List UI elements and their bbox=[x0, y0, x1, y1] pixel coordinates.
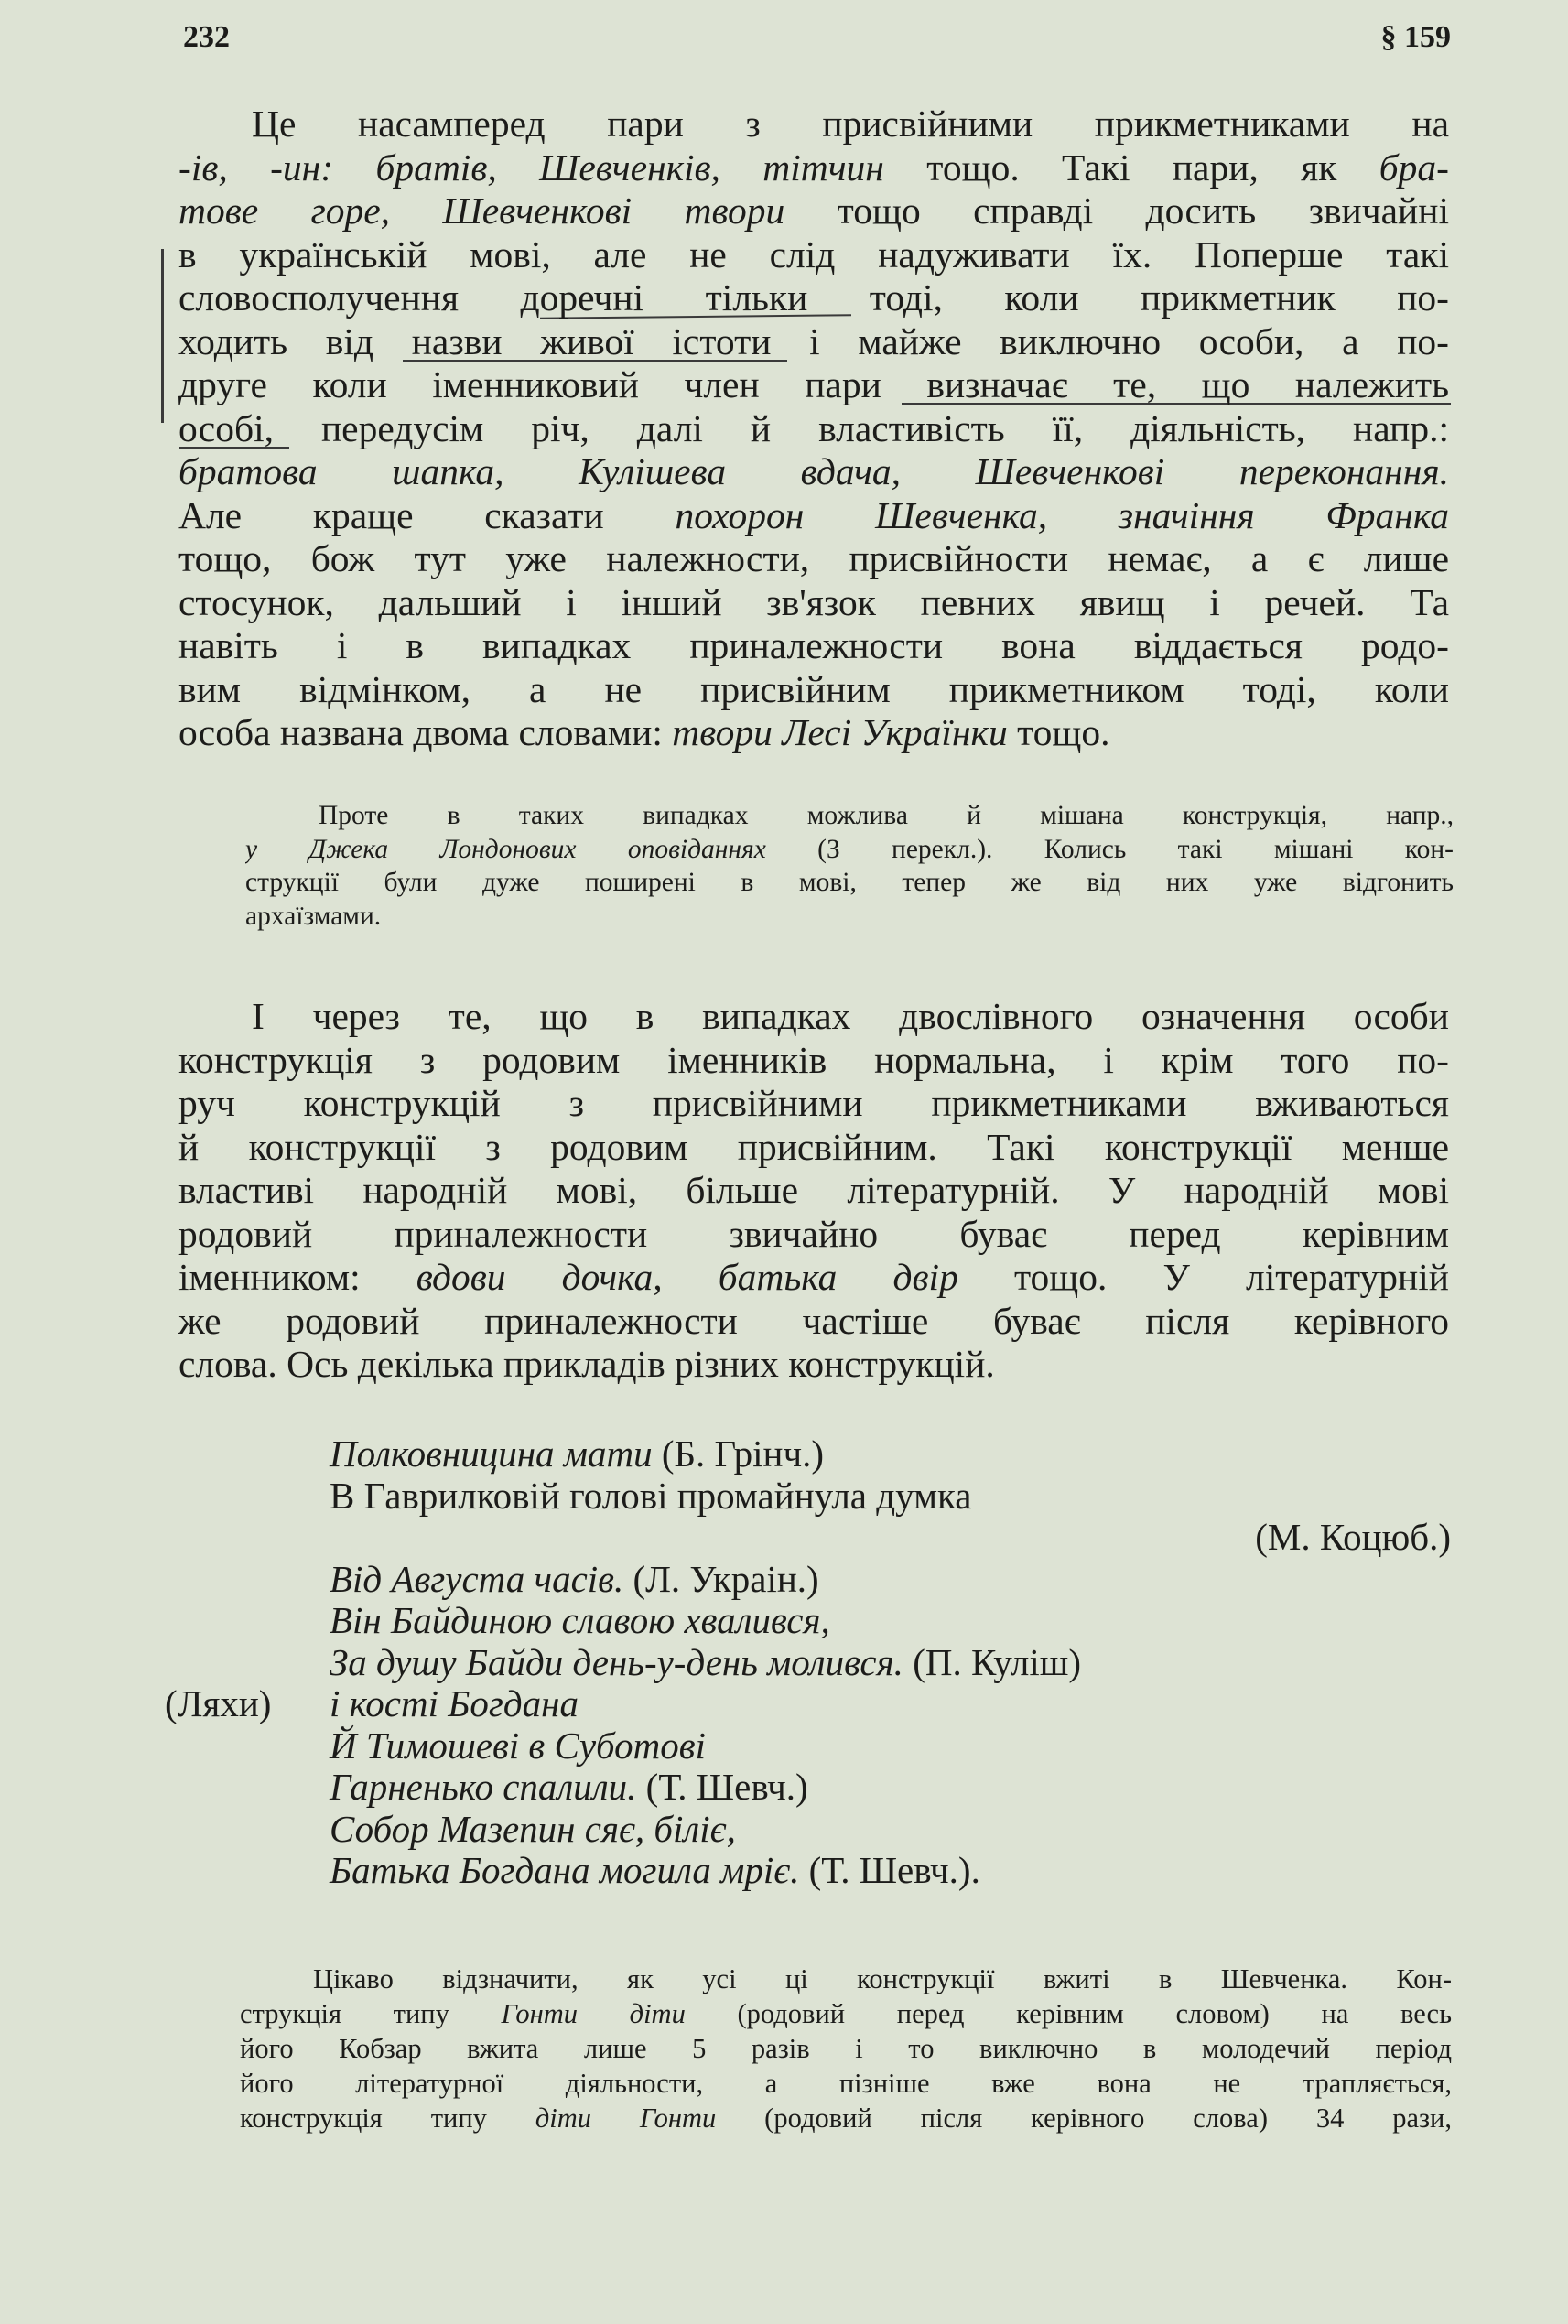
text-span: струкції були дуже поширені в мові, тепер же від них уже відгонить bbox=[245, 868, 1454, 897]
paragraph-2 bbox=[178, 995, 1449, 1387]
quote-line bbox=[165, 1809, 1451, 1851]
text-line bbox=[178, 494, 1449, 538]
section-number: § 159 bbox=[1380, 20, 1451, 54]
text-span: Це насамперед пари з присвійними прикметниками на bbox=[252, 103, 1449, 145]
text-line bbox=[178, 624, 1449, 668]
quote-line bbox=[165, 1600, 1451, 1642]
text-span: властиві народній мові, більше літературній. У народній мові bbox=[178, 1169, 1449, 1211]
italic-text: За душу Байди день-у-день молився. bbox=[330, 1640, 903, 1683]
text-span: Цікаво відзначити, як усі ці конструкції вжиті в Шевченка. Кон- bbox=[313, 1963, 1452, 1994]
text-line bbox=[178, 407, 1449, 451]
quote-line bbox=[165, 1475, 1451, 1518]
text-line bbox=[178, 1082, 1449, 1126]
text-span: особа названа двома словами: bbox=[178, 711, 673, 753]
text-span: архаїзмами. bbox=[245, 901, 382, 931]
quote-line bbox=[165, 1642, 1451, 1684]
italic-text: твори Лесі Українки bbox=[672, 711, 1008, 753]
paragraph-1 bbox=[178, 103, 1449, 755]
text-line bbox=[240, 2031, 1452, 2066]
italic-text: у Джека Лондонових оповіданнях bbox=[245, 834, 766, 864]
text-line bbox=[178, 1343, 1449, 1387]
italic-text: Й Тимошеві в Суботові bbox=[330, 1724, 706, 1767]
text-span: В Гаврилковій голові промайнула думка bbox=[330, 1474, 972, 1517]
text-span: (родовий перед керівним словом) на весь bbox=[685, 1998, 1452, 2029]
text-line bbox=[178, 995, 1449, 1039]
text-span: стосунок, дальший і інший зв'язок певних явищ і речей. Та bbox=[178, 580, 1449, 623]
text-span: Проте в таких випадках можлива й мішана конструкція, напр., bbox=[319, 801, 1454, 830]
quote-line bbox=[165, 1767, 1451, 1809]
quote-line bbox=[165, 1850, 1451, 1892]
italic-text: Від Августа часів. bbox=[330, 1557, 624, 1600]
text-span: особі, передусім річ, далі й властивість її, діяльність, напр.: bbox=[178, 406, 1449, 449]
text-span: родовий приналежности звичайно буває перед керівним bbox=[178, 1212, 1449, 1255]
quote-line bbox=[165, 1725, 1451, 1767]
text-span: тощо, бож тут уже належности, присвійности немає, а є лише bbox=[178, 537, 1449, 579]
text-span: (П. Куліш) bbox=[903, 1640, 1081, 1683]
text-line bbox=[178, 668, 1449, 712]
quote-line bbox=[165, 1683, 1451, 1725]
pencil-margin-mark bbox=[161, 249, 164, 423]
italic-text: і кості Богдана bbox=[330, 1682, 579, 1724]
text-span: (Т. Шевч.). bbox=[799, 1849, 980, 1891]
text-span: конструкція з родовим іменників нормальна, і крім того по- bbox=[178, 1038, 1449, 1081]
italic-text: вдови дочка, батька двір bbox=[416, 1256, 958, 1298]
footnote-1 bbox=[245, 799, 1454, 933]
text-span: його літературної діяльности, а пізніше вже вона не трапляється, bbox=[240, 2068, 1452, 2099]
text-span: іменником: bbox=[178, 1256, 416, 1298]
text-span: (М. Коцюб.) bbox=[1255, 1516, 1451, 1558]
text-span: його Кобзар вжита лише 5 разів і то виключно в молодечий період bbox=[240, 2033, 1452, 2064]
text-line bbox=[178, 363, 1449, 407]
text-line bbox=[178, 320, 1449, 364]
italic-text: братова шапка, Кулішева вдача, Шевченкові переконання. bbox=[178, 450, 1449, 492]
text-line bbox=[240, 1996, 1452, 2031]
text-span: тощо. Такі пари, як bbox=[883, 146, 1379, 189]
text-span: ходить від назви живої істоти і майже виключно особи, а по- bbox=[178, 319, 1449, 362]
italic-text: бра- bbox=[1379, 146, 1449, 189]
text-span: же родовий приналежности частіше буває після керівного bbox=[178, 1299, 1449, 1342]
text-span: І через те, що в випадках двослівного означення особи bbox=[252, 995, 1449, 1037]
text-span: вим відмінком, а не присвійним прикметником тоді, коли bbox=[178, 667, 1449, 710]
text-span: Але краще сказати bbox=[178, 493, 676, 536]
italic-text: діти Гонти bbox=[535, 2102, 717, 2134]
text-line bbox=[178, 1256, 1449, 1300]
text-line bbox=[245, 866, 1454, 900]
quote-line bbox=[165, 1517, 1451, 1559]
text-line bbox=[245, 799, 1454, 833]
text-span: руч конструкцій з присвійними прикметниками вживаються bbox=[178, 1082, 1449, 1124]
text-span: слова. Ось декілька прикладів різних конструкцій. bbox=[178, 1343, 995, 1385]
text-span: друге коли іменниковий член пари визначає те, що належить bbox=[178, 363, 1449, 405]
text-line bbox=[178, 1039, 1449, 1083]
text-line bbox=[178, 711, 1449, 755]
page-header bbox=[183, 20, 1451, 55]
text-line bbox=[178, 233, 1449, 277]
text-line bbox=[240, 2066, 1452, 2101]
text-span: словосполучення доречні тільки тоді, коли прикметник по- bbox=[178, 276, 1449, 319]
text-line bbox=[240, 1962, 1452, 1996]
quote-label: (Ляхи) bbox=[165, 1682, 272, 1724]
text-line bbox=[178, 1169, 1449, 1213]
example-quotes bbox=[165, 1433, 1451, 1892]
text-span: тощо. bbox=[1007, 711, 1110, 753]
text-span: (Т. Шевч.) bbox=[636, 1766, 808, 1808]
text-line bbox=[245, 833, 1454, 867]
text-line bbox=[245, 900, 1454, 934]
text-line bbox=[178, 103, 1449, 146]
text-span: (Л. Украін.) bbox=[623, 1557, 819, 1600]
italic-text: Гонти діти bbox=[501, 1998, 686, 2029]
quote-line bbox=[165, 1433, 1451, 1475]
text-span: й конструкції з родовим присвійним. Такі конструкції менше bbox=[178, 1125, 1449, 1168]
page-number: 232 bbox=[183, 20, 230, 54]
text-line bbox=[178, 1300, 1449, 1344]
text-span: в українській мові, але не слід надуживати їх. Поперше такі bbox=[178, 232, 1449, 276]
text-span: (Б. Грінч.) bbox=[652, 1432, 825, 1475]
text-span: тощо справді досить звичайні bbox=[784, 189, 1449, 232]
text-span: тощо. У літературній bbox=[957, 1256, 1449, 1298]
text-span: конструкція типу bbox=[240, 2102, 535, 2134]
italic-text: тове горе, Шевченкові твори bbox=[178, 189, 785, 232]
text-line bbox=[178, 1126, 1449, 1170]
italic-text: Полковницина мати bbox=[330, 1432, 653, 1475]
italic-text: Батька Богдана могила мріє. bbox=[330, 1849, 800, 1891]
text-line bbox=[178, 450, 1449, 494]
text-span: струкція типу bbox=[240, 1998, 502, 2029]
text-line bbox=[178, 276, 1449, 320]
italic-text: Гарненько спалили. bbox=[330, 1766, 637, 1808]
text-line bbox=[240, 2101, 1452, 2135]
text-span: (З перекл.). Колись такі мішані кон- bbox=[765, 834, 1454, 864]
text-line bbox=[178, 1213, 1449, 1257]
italic-text: похорон Шевченка, значіння Франка bbox=[675, 493, 1449, 536]
text-line bbox=[178, 146, 1449, 190]
text-span: (родовий після керівного слова) 34 рази, bbox=[716, 2102, 1452, 2134]
text-line bbox=[178, 537, 1449, 581]
italic-text: -ів, -ин: братів, Шевченків, тітчин bbox=[178, 146, 884, 189]
quote-line bbox=[165, 1559, 1451, 1601]
text-line bbox=[178, 189, 1449, 233]
text-line bbox=[178, 581, 1449, 625]
footnote-2 bbox=[240, 1962, 1452, 2135]
text-span: навіть і в випадках приналежности вона віддається родо- bbox=[178, 624, 1449, 666]
italic-text: Він Байдиною славою хвалився, bbox=[330, 1599, 830, 1641]
italic-text: Собор Мазепин сяє, біліє, bbox=[330, 1807, 736, 1850]
